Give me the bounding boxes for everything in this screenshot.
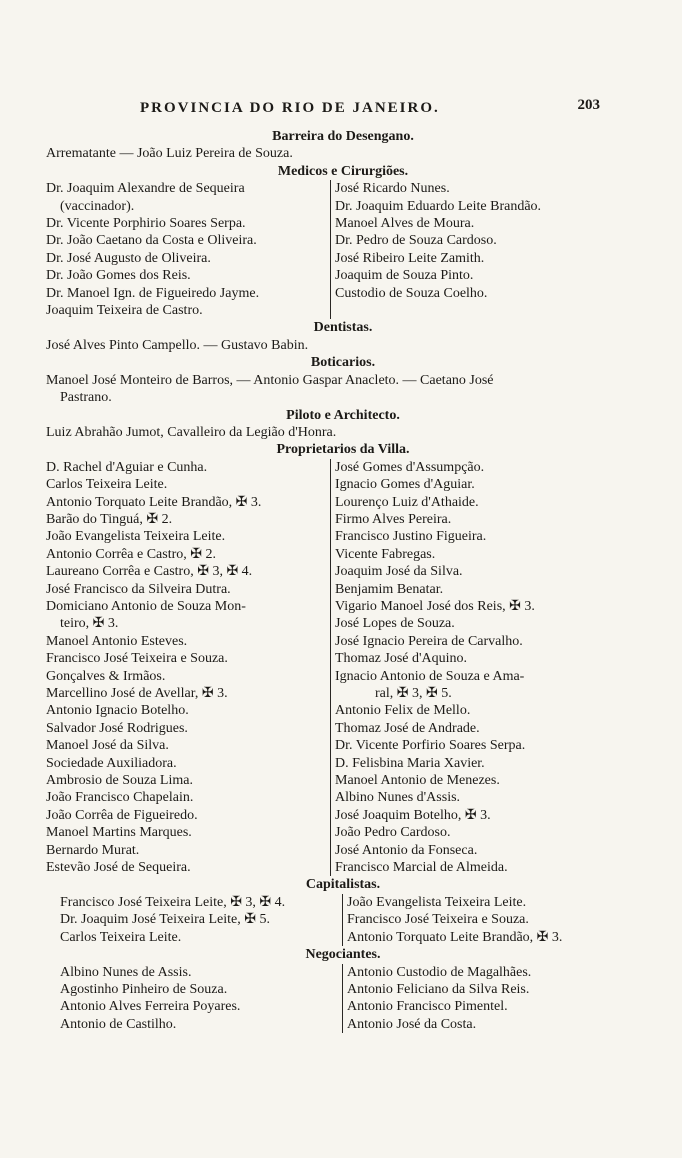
piloto-line: Luiz Abrahão Jumot, Cavalleiro da Legião d'Honra. xyxy=(46,424,337,440)
dentistas-line: José Alves Pinto Campello. — Gustavo Babin. xyxy=(46,337,309,353)
proprietario-entry: Albino Nunes d'Assis. xyxy=(335,790,461,806)
medico-entry: Dr. João Gomes dos Reis. xyxy=(46,268,191,284)
medico-entry: Dr. Joaquim Alexandre de Sequeira xyxy=(46,181,245,197)
negociantes-right-column xyxy=(342,964,640,1034)
proprietario-entry: Joaquim José da Silva. xyxy=(335,564,463,580)
negociante-entry: Antonio Alves Ferreira Poyares. xyxy=(60,999,241,1015)
negociante-entry: Antonio Feliciano da Silva Reis. xyxy=(347,981,530,997)
medico-entry: José Ricardo Nunes. xyxy=(335,181,450,197)
proprietario-entry: Thomaz José d'Aquino. xyxy=(335,651,468,667)
section-heading-barreira: Barreira do Desengano. xyxy=(272,129,414,144)
proprietario-entry: Antonio Ignacio Botelho. xyxy=(46,703,189,719)
medico-entry: Joaquim Teixeira de Castro. xyxy=(46,303,203,319)
page-body xyxy=(46,128,640,1033)
capitalista-entry: Antonio Torquato Leite Brandão, ✠ 3. xyxy=(347,929,563,945)
page-header-title: PROVINCIA DO RIO DE JANEIRO. xyxy=(140,100,440,116)
medico-entry: Dr. Manoel Ign. de Figueiredo Jayme. xyxy=(46,285,260,301)
medico-entry: José Ribeiro Leite Zamith. xyxy=(335,250,485,266)
boticarios-line: Pastrano. xyxy=(60,390,112,406)
proprietario-entry: Antonio Felix de Mello. xyxy=(335,703,471,719)
medico-entry: Dr. Pedro de Souza Cardoso. xyxy=(335,233,497,249)
proprietario-entry: Manoel Martins Marques. xyxy=(46,825,192,841)
proprietario-entry: João Corrêa de Figueiredo. xyxy=(46,807,198,823)
proprietario-entry: José Antonio da Fonseca. xyxy=(335,842,478,858)
proprietario-entry: Barão do Tinguá, ✠ 2. xyxy=(46,511,173,527)
proprietario-entry: Manoel Antonio Esteves. xyxy=(46,633,188,649)
capitalistas-columns xyxy=(46,894,640,946)
medico-entry: Dr. Vicente Porphirio Soares Serpa. xyxy=(46,216,246,232)
medicos-columns xyxy=(46,180,640,319)
proprietario-entry: D. Rachel d'Aguiar e Cunha. xyxy=(46,459,208,475)
proprietario-entry: Ignacio Gomes d'Aguiar. xyxy=(335,477,475,493)
proprietario-entry: Antonio Torquato Leite Brandão, ✠ 3. xyxy=(46,494,262,510)
negociante-entry: Antonio de Castilho. xyxy=(60,1016,177,1032)
section-heading-proprietarios: Proprietarios da Villa. xyxy=(276,442,410,458)
proprietario-entry: Manoel Antonio de Menezes. xyxy=(335,773,500,789)
proprietario-entry: Antonio Corrêa e Castro, ✠ 2. xyxy=(46,546,216,562)
proprietario-entry: Manoel José da Silva. xyxy=(46,738,169,754)
proprietario-entry: Francisco Marcial de Almeida. xyxy=(335,860,508,876)
proprietario-entry: Salvador José Rodrigues. xyxy=(46,720,188,736)
proprietario-entry: Benjamim Benatar. xyxy=(335,581,444,597)
proprietario-entry: Vicente Fabregas. xyxy=(335,546,436,562)
medico-entry: Custodio de Souza Coelho. xyxy=(335,285,488,301)
proprietario-entry: Vigario Manoel José dos Reis, ✠ 3. xyxy=(335,598,535,614)
proprietario-entry: José Joaquim Botelho, ✠ 3. xyxy=(335,807,491,823)
proprietarios-left-column xyxy=(46,459,330,877)
capitalistas-left-column xyxy=(46,894,342,946)
capitalista-entry: Carlos Teixeira Leite. xyxy=(60,929,182,945)
capitalista-entry: Dr. Joaquim José Teixeira Leite, ✠ 5. xyxy=(60,912,270,928)
capitalista-entry: João Evangelista Teixeira Leite. xyxy=(347,894,527,910)
proprietario-entry: ral, ✠ 3, ✠ 5. xyxy=(375,686,452,701)
boticarios-line: Manoel José Monteiro de Barros, — Antonio Gaspar Anacleto. — Caetano José xyxy=(46,372,494,388)
proprietario-entry: João Pedro Cardoso. xyxy=(335,825,451,841)
proprietario-entry: João Francisco Chapelain. xyxy=(46,790,194,806)
medico-entry: Dr. José Augusto de Oliveira. xyxy=(46,250,211,266)
proprietario-entry: Thomaz José de Andrade. xyxy=(335,720,480,736)
medico-entry: Joaquim de Souza Pinto. xyxy=(335,268,474,284)
proprietario-entry: Firmo Alves Pereira. xyxy=(335,511,452,527)
proprietario-entry: José Lopes de Souza. xyxy=(335,616,455,632)
negociantes-left-column xyxy=(46,964,342,1034)
proprietario-entry: Ambrosio de Souza Lima. xyxy=(46,773,193,789)
proprietario-entry: Lourenço Luiz d'Athaide. xyxy=(335,494,479,510)
proprietario-entry: Gonçalves & Irmãos. xyxy=(46,668,166,684)
section-heading-medicos: Medicos e Cirurgiões. xyxy=(277,163,409,179)
medico-entry: Dr. Joaquim Eduardo Leite Brandão. xyxy=(335,198,542,214)
section-heading-negociantes: Negociantes. xyxy=(305,947,381,963)
barreira-line: Arrematante — João Luiz Pereira de Souza. xyxy=(46,146,293,162)
proprietario-entry: D. Felisbina Maria Xavier. xyxy=(335,755,485,771)
proprietario-entry: Domiciano Antonio de Souza Mon- xyxy=(46,598,246,614)
proprietario-entry: Sociedade Auxiliadora. xyxy=(46,755,177,771)
proprietario-entry: Ignacio Antonio de Souza e Ama- xyxy=(335,668,525,684)
proprietario-entry: José Francisco da Silveira Dutra. xyxy=(46,581,231,597)
proprietario-entry: Francisco José Teixeira e Souza. xyxy=(46,651,228,667)
proprietario-entry: João Evangelista Teixeira Leite. xyxy=(46,529,226,545)
negociante-entry: Agostinho Pinheiro de Souza. xyxy=(60,981,228,997)
section-heading-capitalistas: Capitalistas. xyxy=(305,877,381,893)
negociante-entry: Antonio Custodio de Magalhães. xyxy=(347,964,532,980)
medico-entry: Manoel Alves de Moura. xyxy=(335,216,475,232)
medicos-right-column xyxy=(330,180,640,319)
medico-entry: (vaccinador). xyxy=(60,198,135,214)
proprietario-entry: Laureano Corrêa e Castro, ✠ 3, ✠ 4. xyxy=(46,564,253,580)
capitalistas-right-column xyxy=(342,894,640,946)
capitalista-entry: Francisco José Teixeira Leite, ✠ 3, ✠ 4. xyxy=(60,894,286,910)
medico-entry: Dr. João Caetano da Costa e Oliveira. xyxy=(46,233,257,249)
proprietario-entry: Bernardo Murat. xyxy=(46,842,140,858)
proprietario-entry: José Gomes d'Assumpção. xyxy=(335,459,485,475)
negociante-entry: Antonio José da Costa. xyxy=(347,1016,477,1032)
section-heading-piloto: Piloto e Architecto. xyxy=(286,407,400,423)
proprietario-entry: teiro, ✠ 3. xyxy=(60,616,119,632)
proprietario-entry: Carlos Teixeira Leite. xyxy=(46,477,168,493)
section-heading-dentistas: Dentistas. xyxy=(313,320,373,336)
capitalista-entry: Francisco José Teixeira e Souza. xyxy=(347,912,529,928)
negociante-entry: Albino Nunes de Assis. xyxy=(60,964,192,980)
proprietarios-right-column xyxy=(330,459,640,877)
negociantes-columns xyxy=(46,964,640,1034)
proprietarios-columns xyxy=(46,459,640,877)
proprietario-entry: Marcellino José de Avellar, ✠ 3. xyxy=(46,686,228,701)
proprietario-entry: Estevão José de Sequeira. xyxy=(46,860,191,876)
proprietario-entry: Dr. Vicente Porfirio Soares Serpa. xyxy=(335,738,526,754)
negociante-entry: Antonio Francisco Pimentel. xyxy=(347,999,508,1015)
proprietario-entry: José Ignacio Pereira de Carvalho. xyxy=(335,633,523,649)
medicos-left-column xyxy=(46,180,330,319)
page-number: 203 xyxy=(577,97,600,113)
proprietario-entry: Francisco Justino Figueira. xyxy=(335,529,487,545)
section-heading-boticarios: Boticarios. xyxy=(310,355,376,371)
